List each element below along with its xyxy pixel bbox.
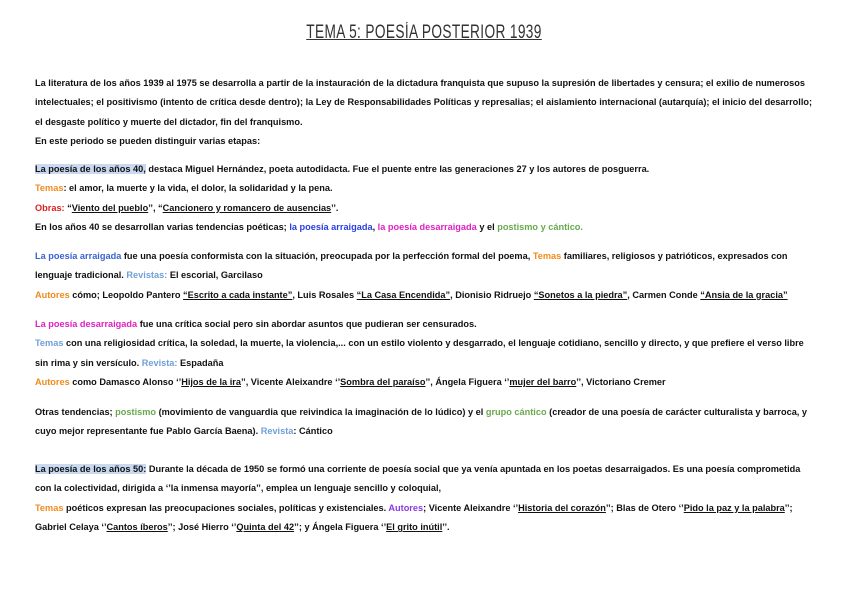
obra-grito-inutil: El grito inútil — [386, 522, 443, 533]
anos50-heading: La poesía de los años 50: — [35, 464, 147, 474]
anos50-intro — [35, 460, 813, 499]
desarraigada-intro — [35, 315, 813, 334]
anos40-intro — [35, 160, 813, 179]
tendencia-y: y el — [479, 222, 495, 233]
arraigada-revistas-text: El escorial, Garcilaso — [167, 270, 263, 281]
arraigada-autores-label: Autores — [35, 289, 70, 300]
anos40-tendencias: En los años 40 se desarrollan varias tendencias poéticas; la poesía arraigada, la poesía desarraigada y el postismo y cántico. — [35, 222, 583, 233]
obra-viento: Viento del pueblo — [71, 202, 149, 213]
desarraigada-text2: con una religiosidad crítica, la soledad, la muerte, la violencia,... con un estilo violento y desgarrado, el lenguaje cotidiano, sencillo y directo, y que prefiere el verso libre sin rima y sin versículo. — [35, 338, 804, 368]
tendencia-arraigada: la poesía arraigada — [289, 222, 373, 233]
desarraigada-autores — [35, 373, 813, 392]
autores-text: como Damasco Alonso ‘’ — [69, 377, 182, 388]
autores-text: ’’, Vicente Aleixandre ‘’ — [240, 377, 341, 388]
etapas-line: En este periodo se pueden distinguir varias etapas: — [35, 136, 261, 147]
obra-cantos-iberos: Cantos íberos — [106, 522, 168, 533]
autores-text: ’’; Gabriel Celaya ‘’ — [35, 502, 793, 533]
temas-label: Temas — [35, 183, 64, 194]
tendencia-postismo: postismo y cántico. — [497, 222, 583, 233]
otras-section — [35, 403, 813, 442]
otras-text2: (movimiento de vanguardia que reivindica la imaginación de lo lúdico) y el — [156, 407, 484, 417]
obra-hijos-ira: Hijos de la ira — [181, 377, 241, 388]
arraigada-temas-label: Temas — [532, 251, 562, 261]
desarraigada-temas-label: Temas — [35, 338, 64, 349]
obra-mujer-barro: mujer del barro — [509, 377, 577, 388]
arraigada-paragraph — [35, 247, 813, 286]
arraigada-heading: La poesía arraigada — [35, 251, 122, 261]
anos50-text1: Durante la década de 1950 se formó una corriente de poesía social que ya venía apuntada en los poetas desarraigados. Es una poesía comprometida con la colectividad, dirigida a ‘’la inmensa mayoría’’, emplea un lenguaje sencillo y coloquial, — [35, 464, 801, 494]
page-title: TEMA 5: POESÍA POSTERIOR 1939 — [306, 22, 542, 43]
otras-paragraph — [35, 403, 813, 442]
desarraigada-section — [35, 315, 813, 393]
desarraigada-revista-text: Espadaña — [177, 357, 224, 368]
autores-text: ’’; y Ángela Figuera ‘’ — [294, 522, 387, 533]
obra-quinta-42: Quinta del 42 — [236, 522, 295, 533]
obra-pido-paz: Pido la paz y la palabra — [683, 502, 785, 513]
otras-text3: (creador de una poesía de carácter culturalista y barroca, y cuyo mejor representante fue Pablo García Baena). — [35, 407, 808, 437]
anos40-heading: La poesía de los años 40, — [35, 164, 146, 174]
intro-paragraph: La literatura de los años 1939 al 1975 se desarrolla a partir de la instauración de la dictadura franquista que supuso la supresión de libertades y censura; el exilio de numerosos intelectuales; el positivismo (intento de crítica desde dentro); la Ley de Responsabilidades Políticas y represalias; el aislamiento internacional (autarquía); el inicio del desarrollo; el desgaste político y muerte del dictador, fin del franquismo. — [35, 78, 813, 127]
anos50-temas-label: Temas — [35, 502, 64, 513]
autores-text: ’’. — [442, 522, 450, 533]
obra-casa-encendida: “La Casa Encendida” — [356, 289, 451, 300]
autores-text: , Dionisio Ridruejo — [450, 289, 534, 300]
obra-cancionero: Cancionero y romancero de ausencias — [162, 202, 332, 213]
obra-ansia: “Ansia de la gracia” — [700, 289, 788, 300]
arraigada-revistas-label: Revistas: — [126, 270, 168, 281]
desarraigada-text1: fue una crítica social pero sin abordar asuntos que pudieran ser censurados. — [137, 319, 477, 329]
autores-text: , Luis Rosales — [292, 289, 357, 300]
tendencia-desarraigada: la poesía desarraigada — [377, 222, 477, 233]
arraigada-text1: fue una poesía conformista con la situación, preocupada por la perfección formal del poema, — [121, 251, 531, 261]
otras-postismo: postismo — [115, 407, 157, 417]
autores-text: ’’, Ángela Figuera ‘’ — [425, 377, 510, 388]
autores-text: cómo; Leopoldo Pantero — [69, 289, 184, 300]
arraigada-autores — [35, 286, 813, 305]
autores-text: ’’, Victoriano Cremer — [576, 377, 666, 388]
autores-text: ’’; José Hierro ‘’ — [167, 522, 237, 533]
arraigada-section — [35, 247, 813, 305]
anos40-text: destaca Miguel Hernández, poeta autodidacta. Fue el puente entre las generaciones 27 y los autores de posguerra. — [145, 164, 650, 174]
anos40-obras: Obras: “Viento del pueblo’’, “Cancionero y romancero de ausencias’’. — [35, 202, 339, 213]
otras-revista-text: : Cántico — [293, 426, 333, 437]
temas-text: : el amor, la muerte y la vida, el dolor, la solidaridad y la pena. — [63, 183, 333, 194]
tendencias-text: En los años 40 se desarrollan varias tendencias poéticas; — [35, 222, 287, 233]
desarraigada-temas — [35, 334, 813, 373]
anos40-section — [35, 160, 813, 238]
obra-historia-corazon: Historia del corazón — [518, 502, 606, 513]
anos50-temas-autores — [35, 499, 813, 538]
obras-label: Obras: — [35, 202, 65, 213]
autores-text: , Carmen Conde — [627, 289, 701, 300]
autores-text: ’’; Blas de Otero ‘’ — [605, 502, 684, 513]
autores-text: ; Vicente Aleixandre ‘’ — [423, 502, 519, 513]
desarraigada-revista-label: Revista: — [141, 357, 178, 368]
obra-escrito: “Escrito a cada instante” — [183, 289, 293, 300]
desarraigada-heading: La poesía desarraigada — [35, 319, 138, 329]
desarraigada-autores-label: Autores — [35, 377, 70, 388]
anos40-temas — [35, 179, 813, 198]
anos50-section — [35, 460, 813, 538]
otras-text1: Otras tendencias; — [35, 407, 113, 417]
anos50-autores-label: Autores — [388, 502, 424, 513]
otras-cantico: grupo cántico — [485, 407, 547, 417]
obra-sombra-paraiso: Sombra del paraíso — [340, 377, 426, 388]
intro-section — [35, 74, 813, 152]
arraigada-text2: familiares, religiosos y patrióticos, expresados con lenguaje tradicional. — [35, 251, 788, 281]
obra-sonetos: “Sonetos a la piedra” — [533, 289, 628, 300]
otras-revista-label: Revista — [260, 426, 294, 437]
anos50-text2: poéticos expresan las preocupaciones sociales, políticas y existenciales. — [63, 502, 387, 513]
